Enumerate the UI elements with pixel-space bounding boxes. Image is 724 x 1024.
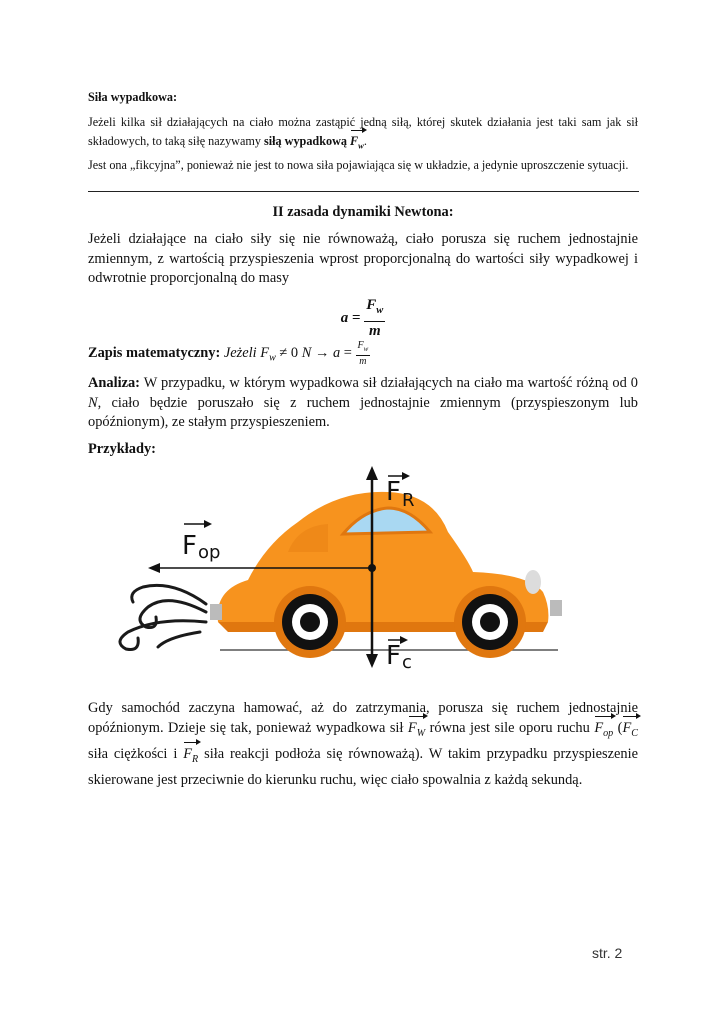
label-fr: F: [386, 477, 401, 507]
definition-text: Jeżeli kilka sił działających na ciało można zastąpić jedną siłą, której skutek działania jest taki sam jak sił składowych, to taką siłę nazywamy: [88, 115, 638, 148]
fc-arrowhead: [366, 654, 378, 668]
svg-text:R: R: [402, 490, 415, 511]
main-formula: a = $\frac{F_w}{m}$: [340, 297, 384, 339]
label-fc: F: [386, 641, 401, 671]
label-fop: F: [182, 531, 197, 561]
heading-sila-wypadkowa: Siła wypadkowa:: [88, 90, 178, 104]
svg-text:op: op: [198, 542, 221, 563]
car-illustration: [210, 492, 562, 658]
definition-bold-term: siłą wypadkową: [264, 134, 347, 148]
zapis-label: Zapis matematyczny:: [88, 344, 221, 361]
divider: [88, 191, 639, 192]
examples-label: Przykłady:: [88, 441, 156, 457]
front-bumper: [550, 600, 562, 616]
fw-symbol: $F_w$: [350, 132, 364, 155]
exhaust-smoke: [120, 585, 206, 649]
fop-arrowhead: [148, 563, 160, 573]
zapis-line: Zapis matematyczny: Jeżeli $F_w \ne 0$ N → a = $\frac{F_w}{m}$: [88, 340, 369, 367]
definition-paragraph: Jeżeli kilka sił działających na ciało można zastąpić jedną siłą, której skutek działania jest taki sam jak sił składowych, to taką siłę nazywamy siłą wypadkową $F_w$.: [88, 113, 638, 155]
svg-text:c: c: [402, 652, 412, 672]
section-title: II zasada dynamiki Newtona:: [272, 204, 454, 220]
newton-law-paragraph: Jeżeli działające na ciało siły się nie równoważą, ciało porusza się ruchem jednostajnie zmiennym, z wartością przyspieszenia wprost proporcjonalną do wartości siły wypadkowej i odwrotnie proporcjonalną do masy: [88, 231, 638, 286]
headlight: [525, 570, 541, 594]
page-number: str. 2: [592, 945, 623, 961]
analiza-label: Analiza:: [88, 375, 140, 391]
fictional-paragraph: Jest ona „fikcyjna”, ponieważ nie jest to nowa siła pojawiająca się w układzie, a jedynie uproszczenie sytuacji.: [88, 158, 629, 172]
analiza-paragraph: Analiza: W przypadku, w którym wypadkowa sił działających na ciało ma wartość różną od 0 N, ciało będzie poruszało się z ruchem jednostajnie zmiennym (przyspieszonym lub opóźnionym), ze stałym przyspieszeniem.: [88, 375, 638, 430]
braking-paragraph: Gdy samochód zaczyna hamować, aż do zatrzymania, porusza się ruchem jednostajnie opóźnionym. Dzieje się tak, ponieważ wypadkowa sił $F_W$ równa jest sile oporu ruchu $F_{op}$ ($F_C$ siła ciężkości i $F_R$ siła reakcji podłoża się równoważą). W takim przypadku przyspieszenie skierowane jest przeciwnie do kierunku ruchu, więc ciało spowalnia z każdą sekundą.: [88, 700, 638, 788]
rear-bumper: [210, 604, 222, 620]
fr-arrowhead: [366, 466, 378, 480]
car-forces-figure: [88, 462, 568, 672]
